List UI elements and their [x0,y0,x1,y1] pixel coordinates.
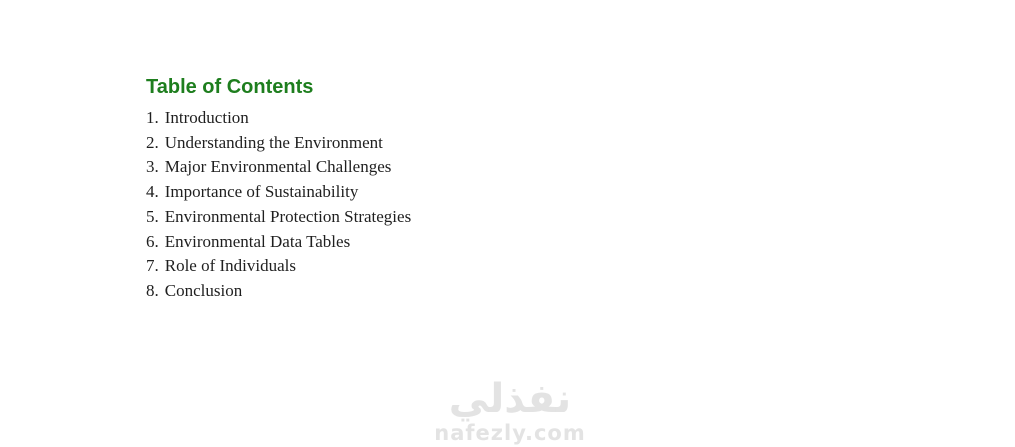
toc-entry-label: Conclusion [164,280,243,300]
toc-heading: Table of Contents [146,76,314,98]
toc-entry [146,205,411,230]
watermark-arabic-logo: نفذلي [448,376,572,422]
toc-entry-number: 3. [146,157,159,177]
toc-entry-label: Understanding the Environment [164,132,383,152]
toc-entry-number: 7. [146,256,159,276]
watermark [434,376,585,444]
toc-entry [146,230,411,255]
watermark-site-text: nafezly.com [434,421,586,445]
toc-entry [146,254,411,279]
toc-entry-number: 5. [146,206,159,226]
toc-entry-label: Environmental Protection Strategies [164,206,412,226]
toc-entry-label: Role of Individuals [164,256,297,276]
toc-entry-number: 1. [146,108,159,127]
toc-entry [146,106,411,131]
toc-entry [146,155,411,180]
toc-entry [146,279,411,304]
toc-entry-number: 6. [146,231,159,251]
toc-entry-label: Major Environmental Challenges [164,157,392,177]
toc-entry-label: Environmental Data Tables [164,231,351,251]
toc-section [146,75,411,304]
toc-list [146,106,411,304]
toc-entry-number: 8. [146,280,159,300]
toc-entry-label: Introduction [164,108,249,127]
toc-entry-label: Importance of Sustainability [164,182,359,202]
toc-entry [146,131,411,156]
toc-entry-number: 4. [146,182,159,202]
toc-entry-number: 2. [146,132,159,152]
toc-entry [146,180,411,205]
